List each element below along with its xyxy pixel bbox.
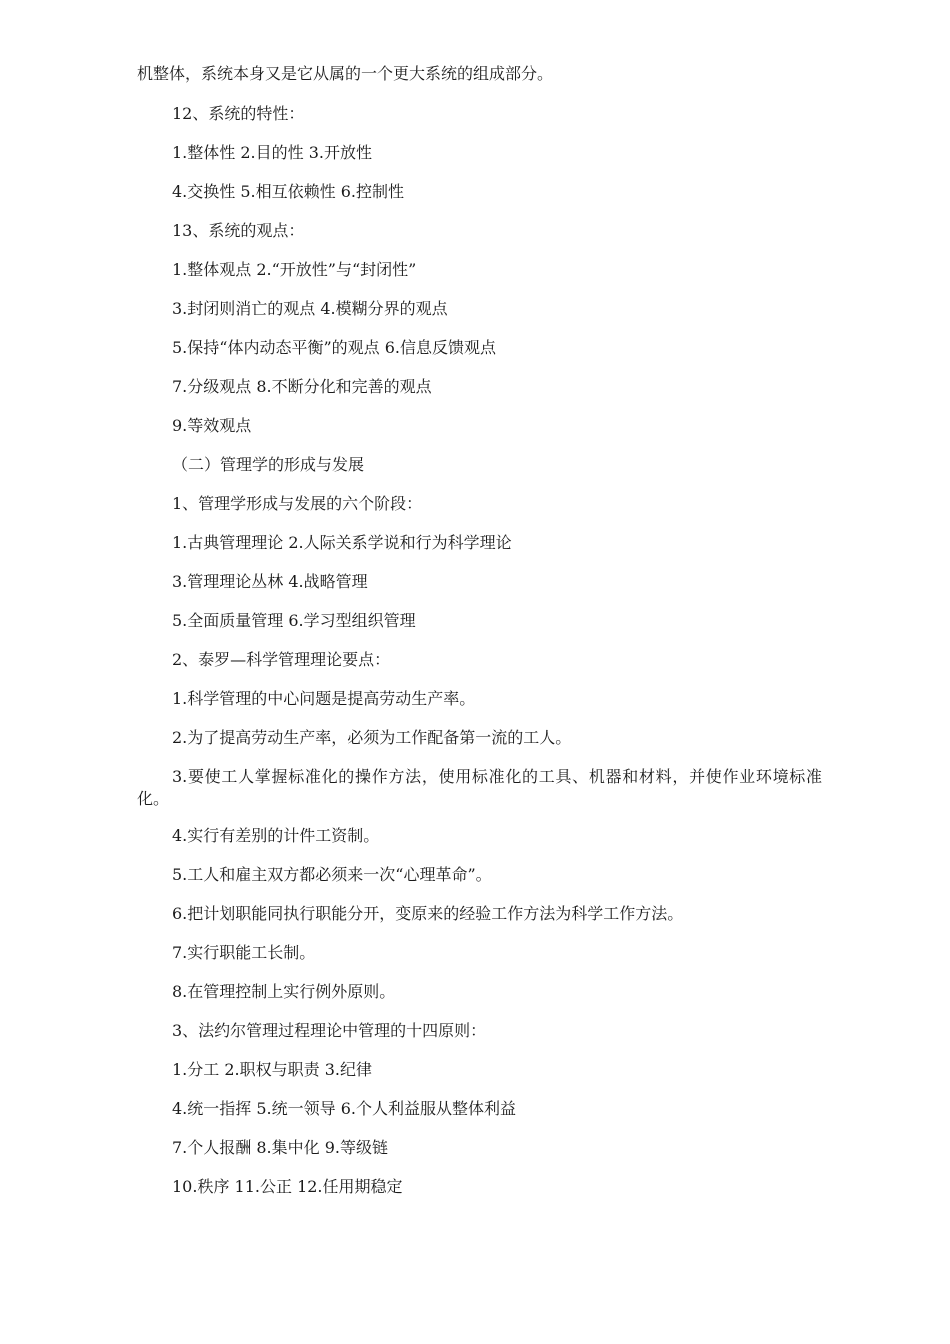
paragraph-continuation: 机整体，系统本身又是它从属的一个更大系统的组成部分。 bbox=[137, 64, 554, 83]
list-line: 4.实行有差别的计件工资制。 bbox=[172, 826, 380, 845]
list-line: 9.等效观点 bbox=[172, 416, 252, 435]
list-line: 3.管理理论丛林 4.战略管理 bbox=[172, 572, 368, 591]
heading-2-taylor: 2、泰罗—科学管理理论要点： bbox=[172, 650, 391, 669]
list-line: 4.交换性 5.相互依赖性 6.控制性 bbox=[172, 182, 404, 201]
list-line: 1.古典管理理论 2.人际关系学说和行为科学理论 bbox=[172, 533, 512, 552]
list-line: 3.封闭则消亡的观点 4.模糊分界的观点 bbox=[172, 299, 448, 318]
list-line: 2.为了提高劳动生产率，必须为工作配备第一流的工人。 bbox=[172, 728, 572, 747]
list-line: 1.整体性 2.目的性 3.开放性 bbox=[172, 143, 372, 162]
list-line: 7.分级观点 8.不断分化和完善的观点 bbox=[172, 377, 432, 396]
heading-3-fayol: 3、法约尔管理过程理论中管理的十四原则： bbox=[172, 1021, 487, 1040]
list-line: 1.科学管理的中心问题是提高劳动生产率。 bbox=[172, 689, 476, 708]
list-line: 5.工人和雇主双方都必须来一次“心理革命”。 bbox=[172, 865, 492, 884]
section-heading-management-development: （二）管理学的形成与发展 bbox=[172, 455, 365, 474]
list-line: 7.实行职能工长制。 bbox=[172, 943, 316, 962]
list-line: 1.整体观点 2.“开放性”与“封闭性” bbox=[172, 260, 417, 279]
heading-1-six-stages: 1、管理学形成与发展的六个阶段： bbox=[172, 494, 423, 513]
list-line: 8.在管理控制上实行例外原则。 bbox=[172, 982, 396, 1001]
heading-12-system-characteristics: 12、系统的特性： bbox=[172, 104, 305, 123]
list-line: 6.把计划职能同执行职能分开，变原来的经验工作方法为科学工作方法。 bbox=[172, 904, 684, 923]
heading-13-system-viewpoints: 13、系统的观点： bbox=[172, 221, 305, 240]
list-line: 7.个人报酬 8.集中化 9.等级链 bbox=[172, 1138, 388, 1157]
list-line: 10.秩序 11.公正 12.任用期稳定 bbox=[172, 1177, 403, 1196]
list-line: 1.分工 2.职权与职责 3.纪律 bbox=[172, 1060, 372, 1079]
list-line: 4.统一指挥 5.统一领导 6.个人利益服从整体利益 bbox=[172, 1099, 516, 1118]
list-line: 5.全面质量管理 6.学习型组织管理 bbox=[172, 611, 416, 630]
list-line-wrapped: 3.要使工人掌握标准化的操作方法，使用标准化的工具、机器和材料，并使作业环境标准化。 bbox=[137, 767, 822, 808]
list-line: 5.保持“体内动态平衡”的观点 6.信息反馈观点 bbox=[172, 338, 496, 357]
